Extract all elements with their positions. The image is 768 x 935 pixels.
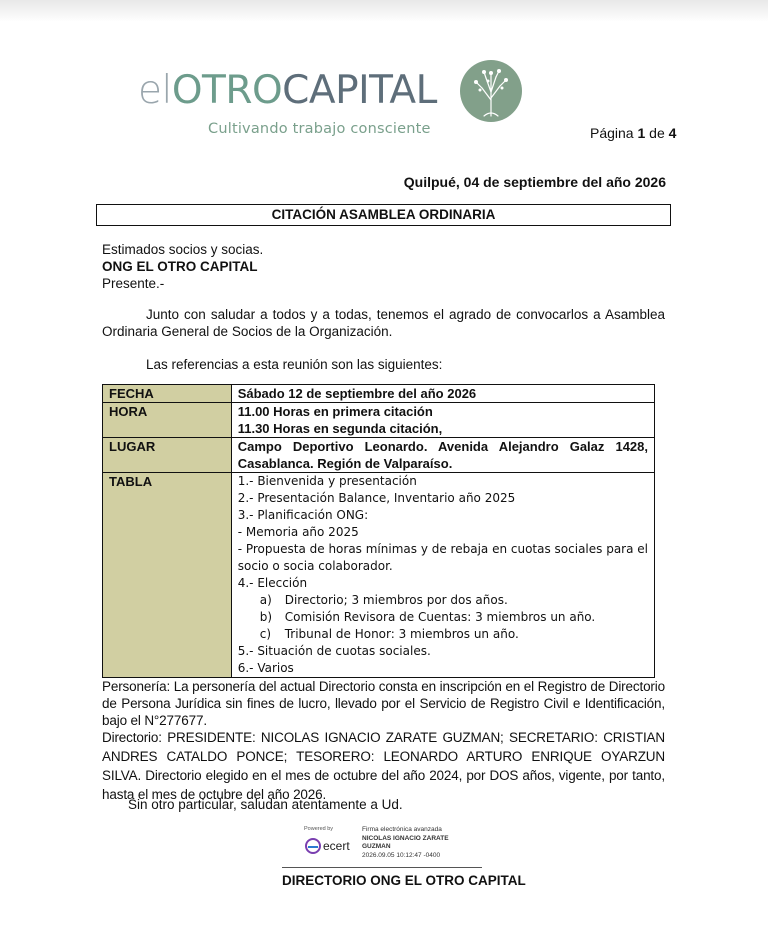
lugar-value: Campo Deportivo Leonardo. Avenida Alejandro Galaz 1428, Casablanca. Región de Valparaíso.: [231, 438, 654, 473]
page-indicator: Página 1 de 4: [590, 125, 677, 141]
table-row: [103, 473, 655, 678]
hora-first: 11.00 Horas en primera citación: [237, 404, 433, 419]
agenda-item: 4.- Elección: [237, 576, 308, 590]
agenda-item: 6.- Varios: [237, 661, 294, 675]
tree-logo-icon: [460, 60, 522, 122]
table-row: [103, 438, 655, 473]
hora-value: [231, 403, 654, 438]
hora-second: 11.30 Horas en segunda citación,: [237, 421, 443, 436]
electronic-signature: [304, 824, 474, 864]
intro-paragraph: Junto con saludar a todos y a todas, tenemos el agrado de convocarlos a Asamblea Ordinaria General de Socios de la Organización.: [102, 307, 665, 339]
agenda-item: 2.- Presentación Balance, Inventario año 2025: [237, 491, 516, 505]
lugar-label: LUGAR: [103, 438, 232, 473]
agenda-subitem: a) Directorio; 3 miembros por dos años.: [259, 593, 508, 607]
greeting-organization: ONG EL OTRO CAPITAL: [102, 259, 258, 274]
signatory: DIRECTORIO ONG EL OTRO CAPITAL: [282, 873, 526, 888]
greeting-presente: Presente.-: [102, 276, 165, 291]
agenda-item: - Propuesta de horas mínimas y de rebaja en cuotas sociales para el: [237, 542, 648, 556]
personeria-paragraph: Personería: La personería del actual Directorio consta en inscripción en el Registro de Directorio de Persona Jurídica sin fines de lucro, llevado por el Servicio de Registro Civil e Identificación, bajo el N°277677.: [102, 679, 665, 728]
agenda-list: [231, 473, 654, 678]
ecert-logo-icon: ecert: [304, 834, 362, 858]
agenda-subitem: c) Tribunal de Honor: 3 miembros un año.: [259, 627, 519, 641]
signature-line: [282, 867, 482, 868]
agenda-item: - Memoria año 2025: [237, 525, 359, 539]
signature-details: Firma electrónica avanzada NICOLAS IGNACIO ZARATE GUZMAN 2026.09.05 10:12:47 -0400: [362, 826, 449, 859]
table-row: [103, 385, 655, 403]
agenda-item: 3.- Planificación ONG:: [237, 508, 369, 522]
references-line: Las referencias a esta reunión son las siguientes:: [146, 357, 443, 372]
tagline: Cultivando trabajo consciente: [208, 121, 431, 137]
directorio-paragraph: Directorio: PRESIDENTE: NICOLAS IGNACIO ZARATE GUZMAN; SECRETARIO: CRISTIAN ANDRES CATALDO PONCE; TESORERO: LEONARDO ARTURO ENRIQUE OYARZUN SILVA. Directorio elegido en el mes de octubre del año 2024, por DOS años, vigente, por tanto, hasta el mes de octubre del año 2026.: [102, 730, 665, 802]
tabla-label: TABLA: [103, 473, 232, 678]
document-title: CITACIÓN ASAMBLEA ORDINARIA: [96, 204, 671, 226]
table-row: [103, 403, 655, 438]
hora-label: HORA: [103, 403, 232, 438]
agenda-item: 1.- Bienvenida y presentación: [237, 474, 417, 488]
closing-line: Sin otro particular, saludan atentamente a Ud.: [128, 797, 403, 812]
powered-by: Powered by: [304, 826, 334, 832]
agenda-item: 5.- Situación de cuotas sociales.: [237, 644, 431, 658]
agenda-item: socio o socia colaborador.: [237, 559, 393, 573]
fecha-label: FECHA: [103, 385, 232, 403]
top-shadow: [0, 0, 768, 22]
greeting: [102, 241, 263, 292]
agenda-subitem: b) Comisión Revisora de Cuentas: 3 miembros un año.: [259, 610, 596, 624]
fecha-value: Sábado 12 de septiembre del año 2026: [231, 385, 654, 403]
meeting-details-table: [102, 384, 655, 678]
organization-logo: elOTROCAPITAL: [138, 68, 437, 113]
document-date: Quilpué, 04 de septiembre del año 2026: [403, 174, 666, 190]
greeting-line: Estimados socios y socias.: [102, 242, 264, 257]
